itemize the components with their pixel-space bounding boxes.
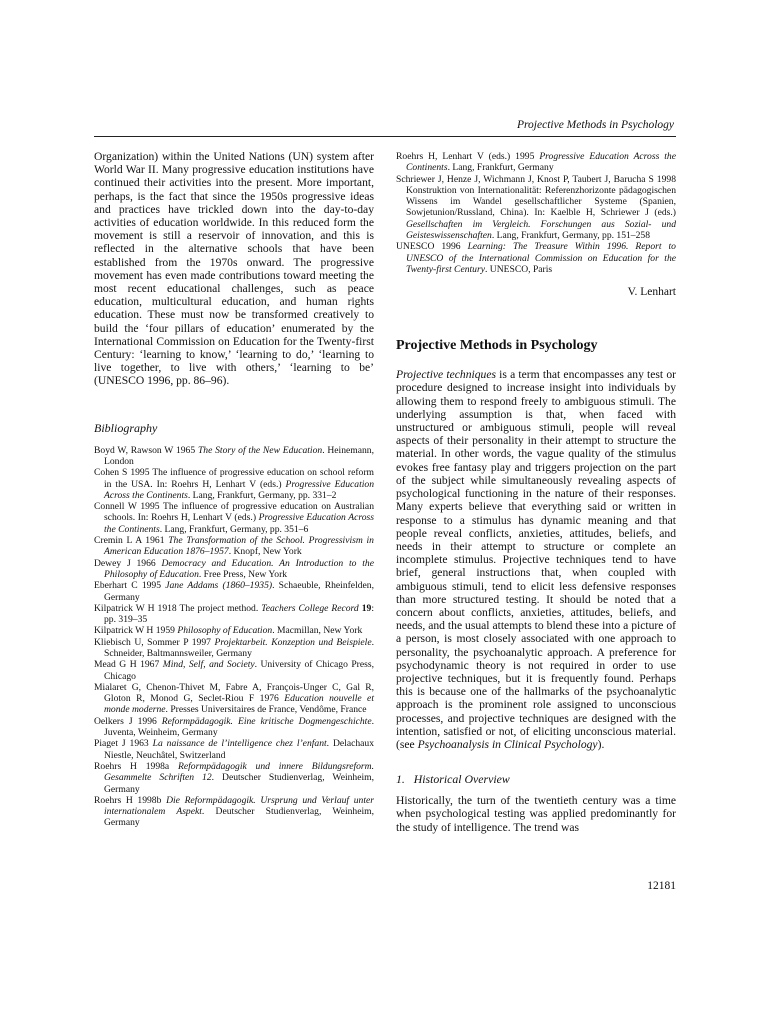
entry-authors: UNESCO 1996 — [396, 241, 468, 253]
entry-publisher: . Lang, Frankfurt, Germany — [447, 162, 554, 174]
entry-publisher: . Knopf, New York — [228, 546, 302, 558]
entry-publisher: . Juventa, Weinheim, Germany — [104, 715, 374, 739]
bibliography-entry — [94, 603, 374, 626]
entry-authors: Dewey J 1966 — [94, 557, 162, 569]
entry-publisher: . Lang, Frankfurt, Germany, pp. 351–6 — [159, 523, 309, 535]
entry-publisher: . Free Press, New York — [198, 568, 288, 580]
entry-authors: Cohen S 1995 The influence of progressive education on school reform in the USA. In: Roehrs H, Lenhart V (eds.) — [94, 467, 374, 490]
entry-authors: Oelkers J 1996 — [94, 715, 162, 727]
intro-text: is a term that encompasses any test or procedure designed to increase insight into individuals by allowing them to respond freely to ambiguous stimuli. The underlying assumption is that, when faced with unstructured or ambiguous stimuli, people will reveal aspects of their personality in their attempt to structure the material. In other words, the vague quality of the stimulus evokes free fantasy play and triggers projection on the part of the subject while simultaneously revealing aspects of psychological functioning in the nature of their responses. Many experts believe that everything said or written in response to a stimulus has dynamic meaning and that people reveal conflicts, anxieties, attitudes, beliefs, and needs in their attempt to structure or complete an incomplete stimulus. Projective techniques tend to have brief, general instructions that, when coupled with ambiguous stimuli, tend to elicit less defensive responses than more structured testing. It should be noted that a concern about conflicts, anxieties, attitudes, beliefs, and needs, and the usual attempts to blend these into a picture of a person, is most closely associated with one approach to personality, the psychoanalytic approach. A preference for psychodynamic theory is not required in order to use projective techniques, but it is frequently found. Perhaps this is because one of the hallmarks of the psychoanalytic approach is the prominent role assigned to unconscious processes, and projective techniques are designed with the intention, satisfied or not, of eliciting unconscious material. (see — [396, 368, 676, 751]
entry-publisher: . Lang, Frankfurt, Germany, pp. 151–258 — [491, 230, 650, 242]
entry-title: Education nouvelle et monde moderne — [104, 693, 374, 716]
entry-publisher: . Delachaux Niestle, Neuchâtel, Switzerland — [104, 738, 374, 761]
continuation-paragraph: Organization) within the United Nations (UN) system after World War II. Many progressive education institutions have continued their activities into the present. More important, perhaps, is the fact that since the 1950s progressive ideas and practices have trickled down into the day-to-day activities of education worldwide. In this reduced form the movement is still a reservoir of innovation, and this is reflected in the alternative schools that have been established from the 1970s onward. The progressive movement has even made contributions toward meeting the most recent educational challenges, such as peace education, multicultural education, and human rights education. These must now be transformed creatively to build the ‘four pillars of education’ enumerated by the International Commission on Education for the Twenty-first Century: ‘learning to know,’ ‘learning to do,’ ‘learning to live together, to live with others,’ ‘learning to be’ (UNESCO 1996, pp. 86–96). — [94, 150, 374, 388]
entry-title: The Transformation of the School. Progressivism in American Education 1876–1957 — [104, 535, 374, 558]
entry-title: Democracy and Education. An Introduction to the Philosophy of Education — [104, 557, 374, 580]
entry-authors: Connell W 1995 The influence of progressive education on Australian schools. In: Roehrs H, Lenhart V (eds.) — [94, 501, 374, 524]
entry-authors: Cremin L A 1961 — [94, 535, 169, 547]
entry-title: Reformpädagogik und innere Bildungsreform. Gesammelte Schriften 12 — [104, 760, 374, 784]
entry-title: Gesellschaften im Vergleich. Forschungen aus Sozial- und Geisteswissenschaften — [406, 218, 676, 242]
header-rule — [94, 136, 676, 137]
entry-authors: Kliebisch U, Sommer P 1997 — [94, 636, 215, 648]
section-number: 1. — [396, 772, 405, 787]
bibliography-entry — [94, 738, 374, 761]
entry-authors: Mialaret G, Chenon-Thivet M, Fabre A, François-Unger C, Gal R, Gloton R, Monod G, Seclet-Riou F 1976 — [94, 681, 374, 705]
entry-authors: Roehrs H 1998b — [94, 794, 167, 806]
running-head: Projective Methods in Psychology — [516, 119, 674, 131]
bibliography-list-continued — [396, 151, 676, 275]
right-column — [396, 151, 676, 834]
entry-title: Philosophy of Education — [177, 625, 273, 637]
bibliography-entry — [94, 625, 374, 636]
entry-title: Progressive Education Across the Continents — [104, 478, 375, 501]
bibliography-entry — [94, 637, 374, 660]
entry-publisher: . Presses Universitaires de France, Vendôme, France — [165, 704, 367, 716]
bibliography-entry — [94, 716, 374, 739]
bibliography-entry — [94, 558, 374, 581]
entry-publisher: . Deutscher Studienverlag, Weinheim, Germany — [104, 806, 374, 829]
bibliography-entry — [94, 795, 374, 829]
entry-title: Progressive Education Across the Continents — [406, 151, 676, 174]
bibliography-entry — [94, 761, 374, 795]
bibliography-entry — [396, 151, 676, 174]
entry-authors: Roehrs H 1998a — [94, 760, 178, 772]
entry-authors: Eberhart C 1995 — [94, 580, 166, 592]
entry-authors: Schriewer J, Henze J, Wichmann J, Knost P, Taubert J, Barucha S 1998 Konstruktion von Internationalität: Referenzhorizonte pädagogischen Wissens im Wandel gesellschaftlicher Systeme (Spanien, Sowjetunion/Russland, China). In: Kaelble H, Schriewer J (eds.) — [396, 173, 676, 219]
bibliography-entry — [94, 535, 374, 558]
bibliography-list — [94, 445, 374, 829]
article-author: V. Lenhart — [627, 286, 676, 299]
entry-title: La naissance de l’intelligence chez l’enfant — [152, 738, 327, 750]
entry-publisher: . Heinemann, London — [104, 444, 374, 467]
bibliography-entry — [94, 445, 374, 468]
left-column — [94, 150, 374, 829]
entry-authors: Roehrs H, Lenhart V (eds.) 1995 — [396, 151, 540, 162]
section-heading — [396, 772, 676, 787]
bibliography-entry — [94, 682, 374, 716]
bibliography-entry — [396, 241, 676, 275]
section-paragraph: Historically, the turn of the twentieth century was a time when psychological testing was applied predominantly for the study of intelligence. The trend was — [396, 794, 676, 834]
entry-title: Reformpädagogik. Eine kritische Dogmengeschichte — [161, 715, 372, 727]
intro-end: ). — [597, 737, 605, 751]
entry-title: Projektarbeit. Konzeption und Beispiele — [214, 636, 372, 648]
intro-paragraph — [396, 368, 676, 751]
bibliography-entry — [94, 501, 374, 535]
entry-title: Die Reformpädagogik. Ursprung und Verlauf unter internationalem Aspekt — [104, 794, 374, 818]
section-title: Historical Overview — [413, 772, 510, 787]
entry-volume: 19 — [358, 602, 372, 614]
entry-publisher: : pp. 319–35 — [104, 602, 374, 626]
entry-title: Learning: The Treasure Within 1996. Report to UNESCO of the International Commission on Education for the Twenty-first Century — [406, 241, 676, 275]
entry-title: Jane Addams (1860–1935) — [165, 580, 273, 592]
page-number: 12181 — [647, 880, 676, 892]
intro-term: Projective techniques — [396, 368, 496, 382]
entry-publisher: . Schneider, Baltmannsweiler, Germany — [104, 636, 374, 659]
entry-authors: Mead G H 1967 — [94, 659, 163, 671]
bibliography-entry — [94, 580, 374, 603]
entry-publisher: . Lang, Frankfurt, Germany, pp. 331–2 — [187, 489, 337, 501]
entry-publisher: . University of Chicago Press, Chicago — [104, 659, 374, 682]
entry-authors: Boyd W, Rawson W 1965 — [94, 444, 198, 456]
entry-title: Mind, Self, and Society — [162, 659, 255, 671]
entry-publisher: . Deutscher Studienverlag, Weinheim, Germany — [104, 772, 374, 795]
entry-authors: Kilpatrick W H 1918 The project method. — [94, 602, 262, 614]
entry-title: The Story of the New Education — [197, 444, 323, 456]
entry-authors: Kilpatrick W H 1959 — [94, 625, 178, 637]
see-reference: Psychoanalysis in Clinical Psychology — [417, 737, 598, 751]
bibliography-entry — [94, 659, 374, 682]
entry-title: Progressive Education Across the Continents — [104, 512, 375, 535]
article-title: Projective Methods in Psychology — [396, 338, 598, 354]
bibliography-entry — [396, 174, 676, 242]
entry-authors: Piaget J 1963 — [94, 738, 153, 750]
entry-title: Teachers College Record — [261, 602, 359, 614]
bibliography-heading: Bibliography — [94, 420, 158, 435]
entry-publisher: . Macmillan, New York — [272, 625, 363, 637]
entry-publisher: . UNESCO, Paris — [484, 263, 553, 275]
bibliography-entry — [94, 467, 374, 501]
entry-publisher: . Schaeuble, Rheinfelden, Germany — [104, 580, 374, 603]
